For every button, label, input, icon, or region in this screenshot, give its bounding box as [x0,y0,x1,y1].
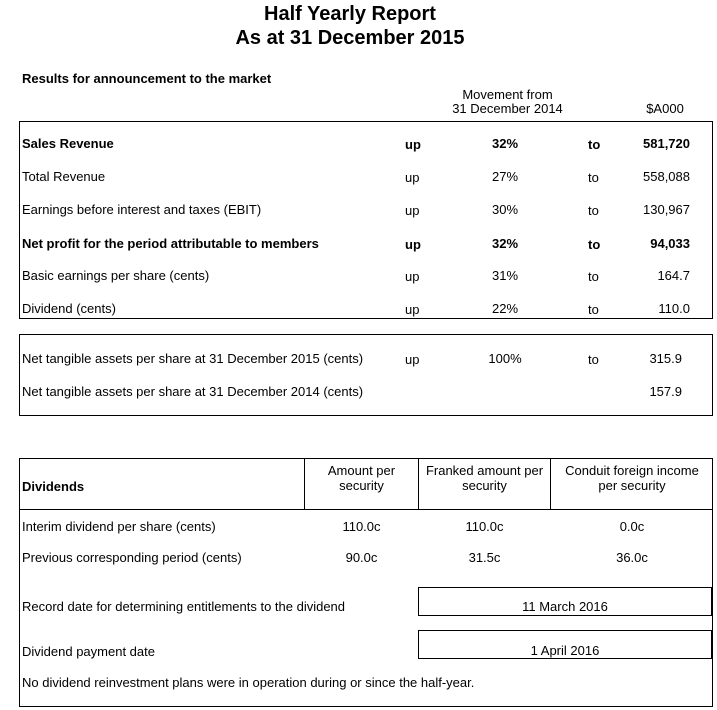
row-direction: up [405,237,421,252]
nta-direction: up [405,352,420,367]
movement-header-line2: 31 December 2014 [452,101,563,116]
row-value: 94,033 [650,236,690,251]
row-direction: up [405,137,421,152]
nta-table [19,334,713,416]
row-value: 164.7 [657,268,690,283]
nta-value: 315.9 [649,351,682,366]
row-to: to [588,203,599,218]
divider [19,509,713,510]
row-to: to [588,269,599,284]
row-label: Sales Revenue [22,136,114,151]
row-to: to [588,237,601,252]
col-cfi-line2: per security [598,478,666,493]
nta-percent: 100% [488,351,522,366]
currency-header: $A000 [646,101,684,116]
nta-label: Net tangible assets per share at 31 December 2014 (cents) [22,384,364,399]
row-value: 558,088 [643,169,690,184]
row-direction: up [405,302,420,317]
movement-header-line1: Movement from [462,87,553,102]
row-label: Dividend (cents) [22,301,116,316]
dividend-franked: 110.0c [465,519,504,534]
row-direction: up [405,203,420,218]
record-date-value: 11 March 2016 [522,599,608,614]
report-title: Half Yearly Report [264,3,436,25]
reinvestment-note: No dividend reinvestment plans were in operation during or since the half-year. [22,675,475,690]
row-label: Basic earnings per share (cents) [22,268,210,283]
dividend-row-label: Interim dividend per share (cents) [22,519,216,534]
row-percent: 32% [491,136,519,151]
row-direction: up [405,269,420,284]
dividend-cfi: 36.0c [616,550,648,565]
record-date-label: Record date for determining entitlements to the dividend [22,599,346,614]
row-direction: up [405,170,420,185]
row-to: to [588,302,599,317]
nta-value: 157.9 [649,384,682,399]
dividend-amount: 110.0c [342,519,381,534]
col-amount-line2: security [339,478,384,493]
results-table [19,121,713,319]
row-label: Earnings before interest and taxes (EBIT) [22,202,262,217]
row-label: Net profit for the period attributable to members [22,236,319,251]
dividend-franked: 31.5c [468,550,501,565]
payment-date-label: Dividend payment date [22,644,155,659]
dividend-cfi: 0.0c [619,519,645,534]
nta-label: Net tangible assets per share at 31 December 2015 (cents) [22,351,364,366]
dividends-table [19,458,713,707]
row-percent: 31% [491,268,519,283]
col-franked-line1: Franked amount per [425,463,544,478]
row-value: 110.0 [658,301,690,316]
col-amount-line1: Amount per [327,463,396,478]
col-franked-line2: security [462,478,507,493]
col-cfi-line1: Conduit foreign income [565,463,699,478]
row-value: 581,720 [643,136,690,151]
row-percent: 30% [491,202,519,217]
dividend-row-label: Previous corresponding period (cents) [22,550,242,565]
section-heading: Results for announcement to the market [22,71,272,86]
dividends-heading: Dividends [22,479,85,494]
row-percent: 32% [491,236,519,251]
row-percent: 27% [491,169,519,184]
row-to: to [588,137,601,152]
row-value: 130,967 [643,202,690,217]
row-percent: 22% [491,301,519,316]
row-to: to [588,170,599,185]
dividend-amount: 90.0c [345,550,378,565]
payment-date-value: 1 April 2016 [530,643,600,658]
report-subtitle: As at 31 December 2015 [235,27,465,49]
nta-to: to [588,352,599,367]
row-label: Total Revenue [22,169,106,184]
